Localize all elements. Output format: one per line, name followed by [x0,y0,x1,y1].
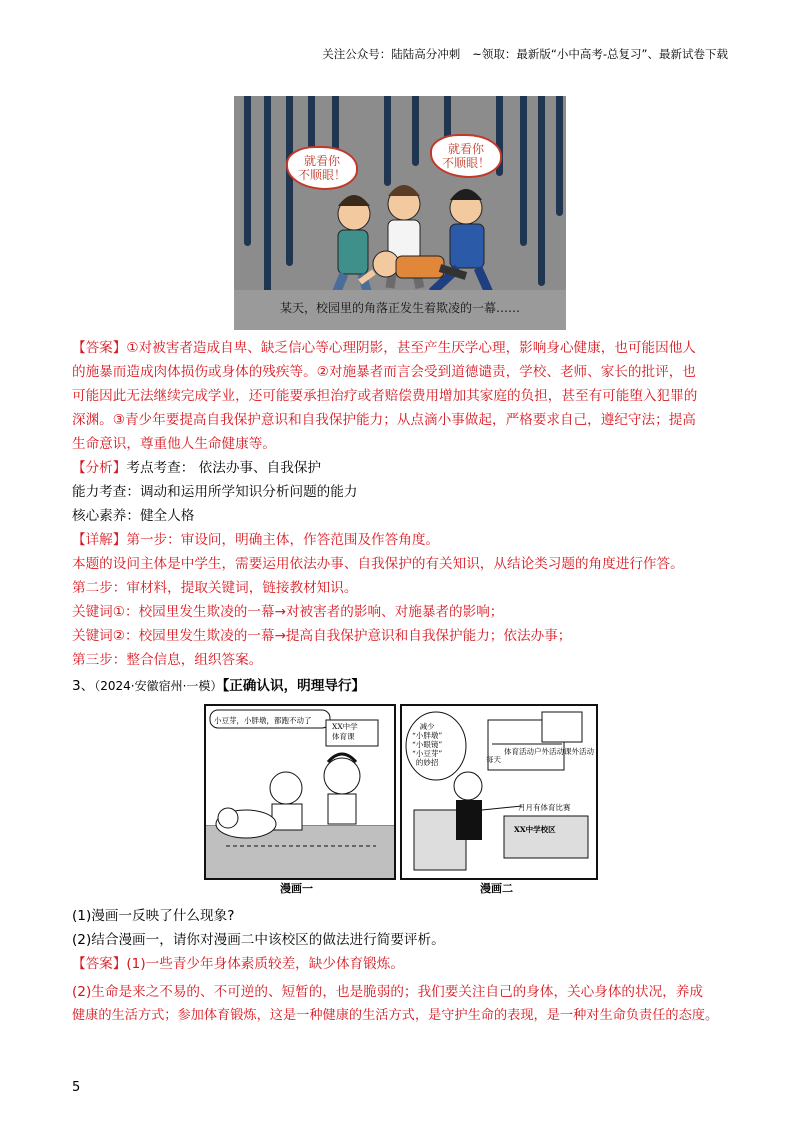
detail-section [72,528,732,672]
panel-2-item-2: 户外活动 [534,747,564,756]
literacy-line: 核心素养：健全人格 [72,508,195,524]
keyword1-line [72,600,732,624]
page-number: 5 [72,1080,81,1095]
keyword2-line [72,624,732,648]
analysis-section [72,456,732,528]
panel-2-label: 漫画二 [480,882,513,895]
answer-1-line: 深渊。③青少年要提高自我保护意识和自我保护能力；从点滴小事做起，严格要求自己，遵纪守法；提高 [72,412,696,428]
answer-1-line: 生命意识，尊重他人生命健康等。 [72,436,276,452]
answer-3-a2-line1: (2)生命是来之不易的、不可逆的、短暂的，也是脆弱的；我们要关注自己的身体，关心身体的状况，养成 [72,984,703,1000]
panel-2-item-1: 体育活动 [504,747,534,756]
ability-line: 能力考查：调动和运用所学知识分析问题的能力 [72,484,358,500]
answer-1 [72,336,732,456]
question-3-title [72,674,732,698]
keyword1-label: 关键词①： [72,604,139,620]
page-header [322,46,728,62]
keyword1-text: 校园里发生欺凌的一幕→对被害者的影响、对施暴者的影响； [138,604,504,620]
panel-2-daily: 每天 [486,755,501,764]
answer-3-a2-line2: 健康的生活方式；参加体育锻炼，这是一种健康的生活方式，是守护生命的表现，是一种对生命负责任的态度。 [72,1008,719,1023]
analysis-line [72,456,732,480]
question-number: 3、 [72,678,95,694]
answer-3-tag: 【答案】 [72,956,127,972]
question-source: （2024·安徽宿州·一模） [94,679,223,693]
answer-1-line: 的施暴而造成肉体损伤或身体的残疾等。②对施暴者而言会受到道德谴责，学校、老师、家长的批评，也 [72,364,696,380]
keyword2-text: 校园里发生欺凌的一幕→提高自我保护意识和自我保护能力；依法办事； [138,628,572,644]
analysis-tag: 【分析】 [72,460,127,476]
panel-1-label: 漫画一 [280,882,313,895]
question-topic: 【正确认识，明理导行】 [222,678,366,694]
answer-3-a1: (1)一些青少年身体素质较差，缺少体育锻炼。 [126,956,404,972]
answer-3-part1 [72,952,732,976]
sports-cartoon [204,704,598,896]
panel-2-school: XX中学校区 [514,825,556,834]
cartoon-caption: 某天，校园里的角落正发生着欺凌的一幕…… [280,301,521,315]
step3-line: 第三步：整合信息，组织答案。 [72,652,263,668]
header-promo: ~领取：最新版“小中高考-总复习”、最新试卷下载 [472,47,728,61]
step2-line: 第二步：审材料，提取关键词，链接教材知识。 [72,580,358,596]
panel-1-illustration [206,706,394,878]
cartoon-panel-2 [400,704,598,880]
question-3-body [72,904,732,952]
speech-bubble-left-text: 就看你 不顺眼！ [297,154,346,182]
question-3-q2: (2)结合漫画一，请你对漫画二中该校区的做法进行简要评析。 [72,932,445,948]
header-account: 关注公众号：陆陆高分冲刺 [322,47,461,61]
step1-detail: 本题的设问主体是中学生，需要运用依法办事、自我保护的有关知识，从结论类习题的角度进行作答。 [72,556,684,572]
keyword2-label: 关键词②： [72,628,139,644]
cartoon-panel-1 [204,704,396,880]
panel-2-monthly: 月月有体育比赛 [518,803,571,812]
panel-1-sign: XX中学 体育课 [332,722,358,741]
panel-1-speech: 小豆芽，小胖墩，都跑不动了 [214,716,312,725]
step1-line [72,528,732,552]
question-3-q1: (1)漫画一反映了什么现象? [72,908,235,924]
answer-3 [72,952,732,1028]
panel-2-item-3: 课外活动 [564,747,594,756]
answer-1-line: 可能因此无法继续完成学业，还可能要承担治疗或者赔偿费用增加其家庭的负担，甚至有可能堕入犯罪的 [72,388,698,404]
answer-1-line: 【答案】①对被害者造成自卑、缺乏信心等心理阴影，甚至产生厌学心理，影响身心健康，也可能因他人 [72,340,696,356]
speech-bubble-right-text: 就看你 不顺眼！ [441,142,490,170]
analysis-text: 考点考查： 依法办事、自我保护 [126,460,322,476]
step1-text: 第一步：审设问，明确主体，作答范围及作答角度。 [126,532,440,548]
question-3-header [72,674,732,698]
detail-tag: 【详解】 [72,532,127,548]
panel-2-bubble: 减少 “小胖墩” “小眼镜” “小豆芽” 的妙招 [412,722,443,767]
bullying-cartoon [234,96,566,330]
